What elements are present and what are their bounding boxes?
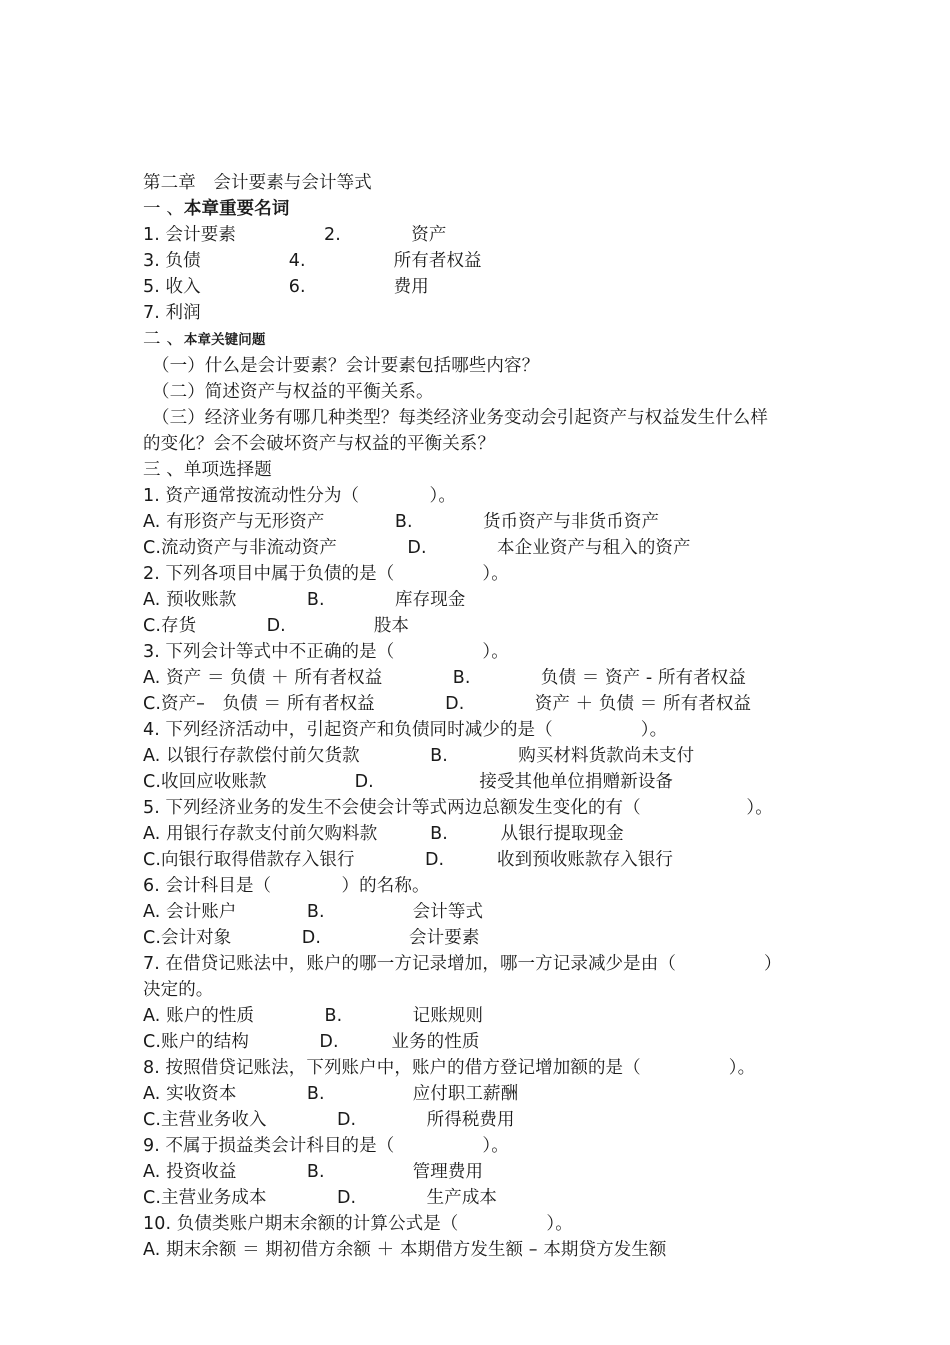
option-row: C.流动资产与非流动资产 D. 本企业资产与租入的资产	[143, 538, 691, 558]
section-two-number: 二 、	[143, 329, 184, 349]
section-two-question: （三）经济业务有哪几种类型？每类经济业务变动会引起资产与权益发生什么样	[152, 408, 768, 428]
option-row: C.主营业务收入 D. 所得税费用	[143, 1110, 515, 1130]
term-row: 5. 收入 6. 费用	[143, 277, 429, 297]
section-two-question: （二）简述资产与权益的平衡关系。	[152, 382, 434, 402]
chapter-title: 第二章 会计要素与会计等式	[143, 173, 372, 193]
term-row: 7. 利润	[143, 303, 201, 323]
document-body	[143, 170, 840, 1263]
term-row: 3. 负债 4. 所有者权益	[143, 251, 482, 271]
option-row: C.向银行取得借款存入银行 D. 收到预收账款存入银行	[143, 850, 674, 870]
section-two-label: 本章关键问题	[183, 332, 266, 348]
section-two-question: （一）什么是会计要素？会计要素包括哪些内容？	[152, 356, 540, 376]
option-row: A. 有形资产与无形资产 B. 货币资产与非货币资产	[143, 512, 660, 532]
question-stem: 2. 下列各项目中属于负债的是（ ）。	[143, 564, 509, 584]
question-stem: 6. 会计科目是（ ）的名称。	[143, 876, 430, 896]
option-row: C.账户的结构 D. 业务的性质	[143, 1032, 480, 1052]
option-row: A. 期末余额 ＝ 期初借方余额 ＋ 本期借方发生额 – 本期贷方发生额	[143, 1240, 667, 1260]
section-three-heading: 三 、单项选择题	[143, 460, 272, 480]
question-stem: 4. 下列经济活动中，引起资产和负债同时减少的是（ ）。	[143, 720, 668, 740]
section-two-question-continuation: 的变化？会不会破坏资产与权益的平衡关系？	[143, 434, 495, 454]
option-row: A. 实收资本 B. 应付职工薪酬	[143, 1084, 519, 1104]
question-stem-continuation: 决定的。	[143, 980, 214, 1000]
option-row: A. 账户的性质 B. 记账规则	[143, 1006, 484, 1026]
question-stem: 8. 按照借贷记账法，下列账户中，账户的借方登记增加额的是（ ）。	[143, 1058, 756, 1078]
section-one-label: 本章重要名词	[183, 199, 290, 219]
question-stem: 10. 负债类账户期末余额的计算公式是（ ）。	[143, 1214, 573, 1234]
question-stem: 5. 下列经济业务的发生不会使会计等式两边总额发生变化的有（ ）。	[143, 798, 773, 818]
option-row: A. 预收账款 B. 库存现金	[143, 590, 466, 610]
question-stem: 1. 资产通常按流动性分为（ ）。	[143, 486, 457, 506]
option-row: A. 以银行存款偿付前欠货款 B. 购买材料货款尚未支付	[143, 746, 695, 766]
option-row: C.会计对象 D. 会计要素	[143, 928, 480, 948]
option-row: C.资产– 负债 ＝ 所有者权益 D. 资产 ＋ 负债 ＝ 所有者权益	[143, 694, 752, 714]
option-row: C.收回应收账款 D. 接受其他单位捐赠新设备	[143, 772, 674, 792]
option-row: A. 会计账户 B. 会计等式	[143, 902, 484, 922]
option-row: A. 资产 ＝ 负债 ＋ 所有者权益 B. 负债 ＝ 资产 - 所有者权益	[143, 668, 746, 688]
question-stem: 3. 下列会计等式中不正确的是（ ）。	[143, 642, 509, 662]
option-row: A. 投资收益 B. 管理费用	[143, 1162, 484, 1182]
section-two-heading	[143, 326, 840, 353]
section-one-number: 一 、	[143, 199, 184, 219]
option-row: C.存货 D. 股本	[143, 616, 410, 636]
section-one-heading	[143, 196, 840, 222]
option-row: A. 用银行存款支付前欠购料款 B. 从银行提取现金	[143, 824, 624, 844]
option-row: C.主营业务成本 D. 生产成本	[143, 1188, 498, 1208]
question-stem: 7. 在借贷记账法中，账户的哪一方记录增加，哪一方记录减少是由（ ）	[143, 954, 782, 974]
term-row: 1. 会计要素 2. 资产	[143, 225, 447, 245]
question-stem: 9. 不属于损益类会计科目的是（ ）。	[143, 1136, 509, 1156]
